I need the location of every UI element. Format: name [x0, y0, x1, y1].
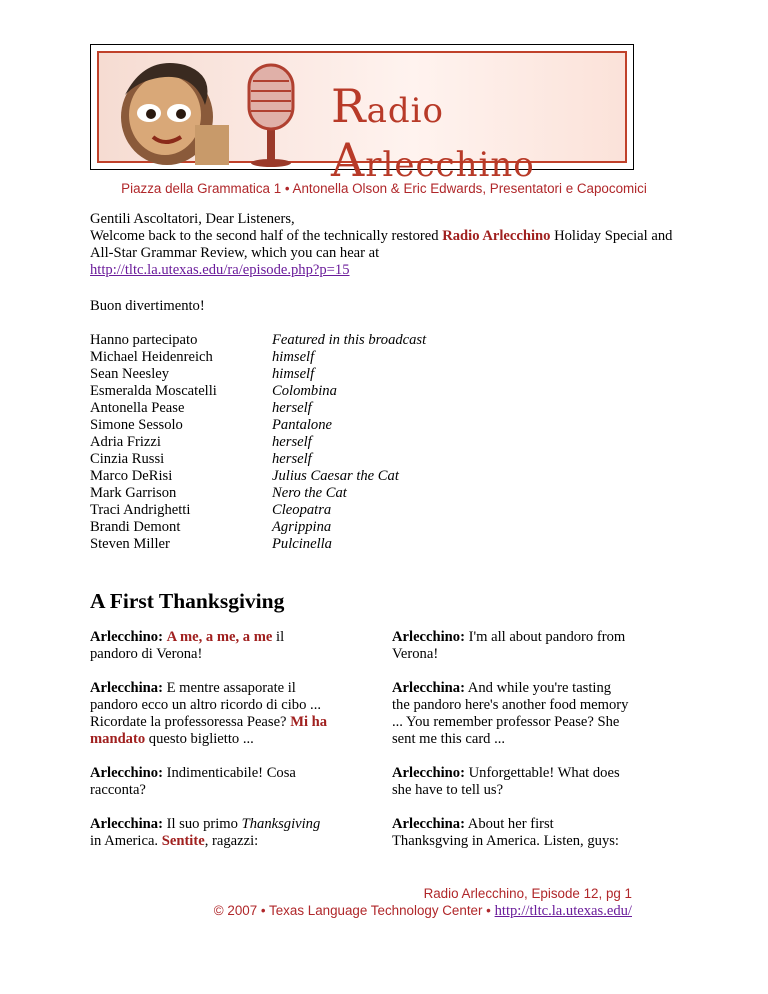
- english-line: Arlecchino: Unforgettable! What does she have to tell us?: [392, 765, 620, 798]
- footer: [214, 885, 632, 920]
- cast-row: Antonella Pease herself: [90, 400, 312, 416]
- english-line: Arlecchina: And while you're tasting the pandoro here's another food memory ... You remember professor Pease? She sent me this card ...: [392, 680, 629, 747]
- cast-row: Michael Heidenreich himself: [90, 349, 315, 365]
- greeting: Gentili Ascoltatori, Dear Listeners,: [90, 211, 295, 227]
- cast-row: Cinzia Russi herself: [90, 451, 312, 467]
- cast-row: Marco DeRisi Julius Caesar the Cat: [90, 468, 399, 484]
- tltc-link[interactable]: http://tltc.la.utexas.edu/: [494, 903, 632, 919]
- intro-paragraph: [90, 211, 690, 279]
- cast-row: Mark Garrison Nero the Cat: [90, 485, 347, 501]
- dialog-row: [90, 629, 650, 663]
- cast-row: Adria Frizzi herself: [90, 434, 312, 450]
- english-line: Arlecchina: About her first Thanksgving in America. Listen, guys:: [392, 816, 619, 849]
- cast-row: Traci Andrighetti Cleopatra: [90, 502, 332, 518]
- dialog-row: [90, 765, 650, 799]
- arlecchino-mascot-icon: [105, 55, 235, 167]
- microphone-icon: [227, 57, 317, 167]
- cast-header-row: Hanno partecipato Featured in this broadcast: [90, 332, 427, 348]
- welcome-text: Welcome back to the second half of the technically restored Radio Arlecchino Holiday Special and All-Star Grammar Review, which you can hear at: [90, 228, 673, 261]
- cast-row: Simone Sessolo Pantalone: [90, 417, 332, 433]
- banner: [90, 44, 634, 187]
- italian-line: Arlecchino: A me, a me, a me il pandoro di Verona!: [90, 629, 285, 662]
- italian-line: Arlecchina: E mentre assaporate il pandoro ecco un altro ricordo di cibo ... Ricordate la professoressa Pease? Mi ha mandato questo biglietto ...: [90, 680, 328, 747]
- page-label: Radio Arlecchino, Episode 12, pg 1: [423, 886, 632, 901]
- dialog-row: [90, 680, 650, 748]
- cast-list: [90, 332, 426, 553]
- copyright: © 2007 • Texas Language Technology Center • http://tltc.la.utexas.edu/: [213, 903, 632, 919]
- italian-line: Arlecchina: Il suo primo Thanksgiving in America. Sentite, ragazzi:: [90, 816, 321, 849]
- tagline: Piazza della Grammatica 1 • Antonella Olson & Eric Edwards, Presentatori e Capocomici: [121, 181, 647, 196]
- radio-arlecchino-logo: Radio Arlecchino: [331, 79, 535, 187]
- episode-link[interactable]: http://tltc.la.utexas.edu/ra/episode.php?p=15: [90, 262, 350, 278]
- italian-line: Arlecchino: Indimenticabile! Cosa racconta?: [90, 765, 296, 798]
- dialog-row: [90, 816, 650, 850]
- cast-row: Brandi Demont Agrippina: [90, 519, 332, 535]
- dialog-table: [90, 629, 650, 867]
- cast-row: Steven Miller Pulcinella: [90, 536, 332, 552]
- buon-divertimento: Buon divertimento!: [90, 298, 205, 314]
- english-line: Arlecchino: I'm all about pandoro from Verona!: [392, 629, 626, 662]
- section-title: A First Thanksgiving: [90, 589, 285, 613]
- banner-image: [97, 51, 627, 187]
- cast-row: Esmeralda Moscatelli Colombina: [90, 383, 337, 399]
- cast-row: Sean Neesley himself: [90, 366, 315, 382]
